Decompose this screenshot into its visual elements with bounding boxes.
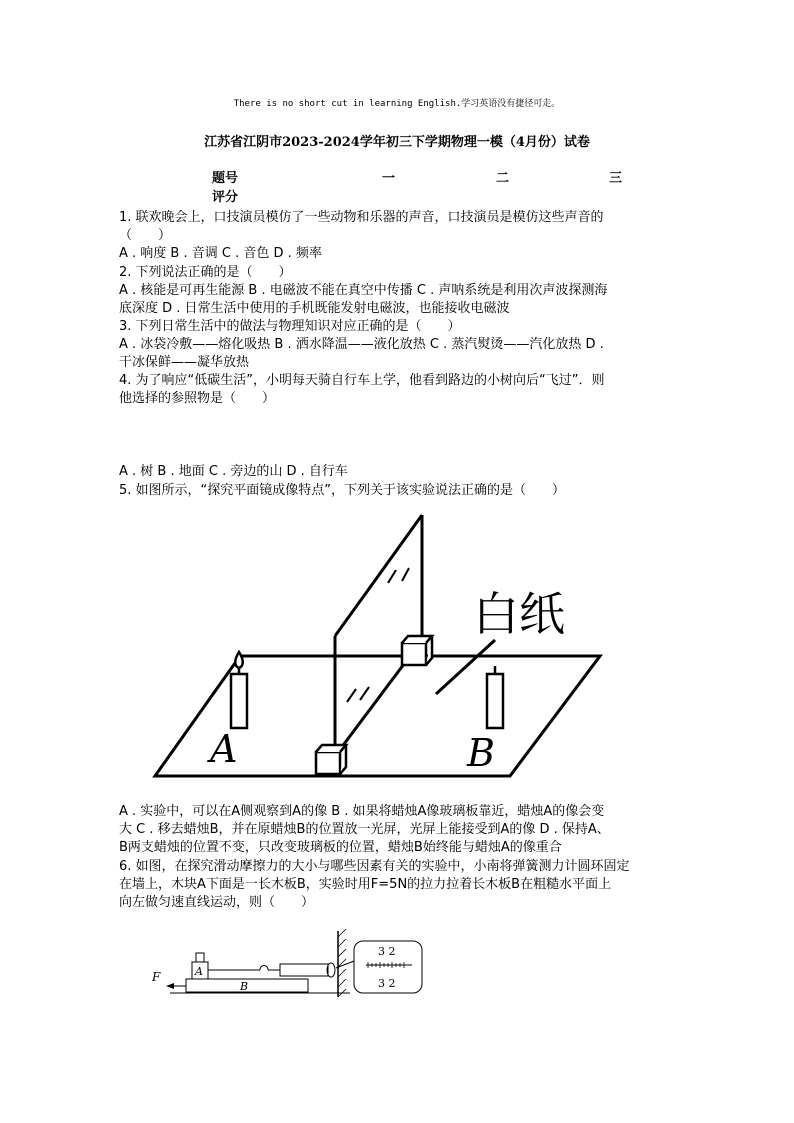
mirror-experiment-figure	[150, 510, 610, 785]
question-text: 2. 下列说法正确的是（ ）	[119, 265, 292, 280]
question-options: B两支蜡烛的位置不变，只改变玻璃板的位置，蜡烛B始终能与蜡烛A的像重合	[119, 840, 562, 855]
question-text: 6. 如图，在探究滑动摩擦力的大小与哪些因素有关的实验中，小南将弹簧测力计圆环固定	[119, 859, 630, 874]
paper-label: 白纸	[473, 587, 565, 641]
question-text: 5. 如图所示，“探究平面镜成像特点”，下列关于该实验说法正确的是（ ）	[119, 483, 566, 498]
candle-a-label: A	[210, 727, 238, 771]
question-options: A . 响度 B . 音调 C . 音色 D . 频率	[119, 246, 322, 261]
candle-b-label: B	[467, 731, 495, 775]
support-block	[402, 643, 426, 665]
question-options: 底深度 D . 日常生活中使用的手机既能发射电磁波，也能接收电磁波	[119, 301, 510, 316]
question-text: 在墙上，木块A下面是一长木板B，实验时用F=5N的拉力拉着长木板B在粗糙水平面上	[119, 877, 612, 892]
board-b-label: B	[240, 980, 249, 993]
question-options: A . 树 B . 地面 C . 旁边的山 D . 自行车	[119, 464, 348, 479]
question-text: （ ）	[119, 228, 172, 243]
score-column: 二	[496, 171, 510, 186]
question-text: 向左做匀速直线运动，则（ ）	[119, 895, 315, 910]
doc-title: 江苏省江阴市2023-2024学年初三下学期物理一模（4月份）试卷	[204, 135, 590, 150]
score-row-label: 评分	[212, 190, 239, 205]
scale-bottom-label: 3 2	[378, 977, 396, 990]
score-column: 一	[382, 171, 396, 186]
question-options: A . 实验中，可以在A侧观察到A的像 B . 如果将蜡烛A像玻璃板靠近，蜡烛A的像会变	[119, 804, 605, 819]
support-block	[316, 752, 340, 774]
question-text: 他选择的参照物是（ ）	[119, 391, 276, 406]
question-text: 1. 联欢晚会上，口技演员模仿了一些动物和乐器的声音，口技演员是模仿这些声音的	[119, 210, 604, 225]
friction-experiment-figure	[150, 925, 430, 1005]
question-options: A . 冰袋冷敷——熔化吸热 B . 洒水降温——液化放热 C . 蒸汽熨烫——汽化放热 D .	[119, 337, 604, 352]
question-options: 大 C . 移去蜡烛B，并在原蜡烛B的位置放一光屏，光屏上能接受到A的像 D . 保持A、	[119, 822, 610, 837]
candle-b	[487, 666, 503, 728]
spring-scale	[280, 964, 328, 976]
question-text: 3. 下列日常生活中的做法与物理知识对应正确的是（ ）	[119, 319, 461, 334]
question-options: A . 核能是可再生能源 B . 电磁波不能在真空中传播 C . 声呐系统是利用次声波探测海	[119, 283, 608, 298]
header-note: There is no short cut in learning English.学习英语没有捷径可走。	[233, 99, 561, 109]
score-column: 三	[609, 171, 623, 186]
scale-top-label: 3 2	[378, 945, 396, 958]
question-options: 干冰保鲜——凝华放热	[119, 355, 250, 370]
force-label: F	[152, 970, 161, 984]
question-text: 4. 为了响应“低碳生活”，小明每天骑自行车上学，他看到路边的小树向后“飞过”．则	[119, 373, 605, 388]
block-a-label: A	[195, 965, 203, 978]
score-row-label: 题号	[212, 171, 239, 186]
